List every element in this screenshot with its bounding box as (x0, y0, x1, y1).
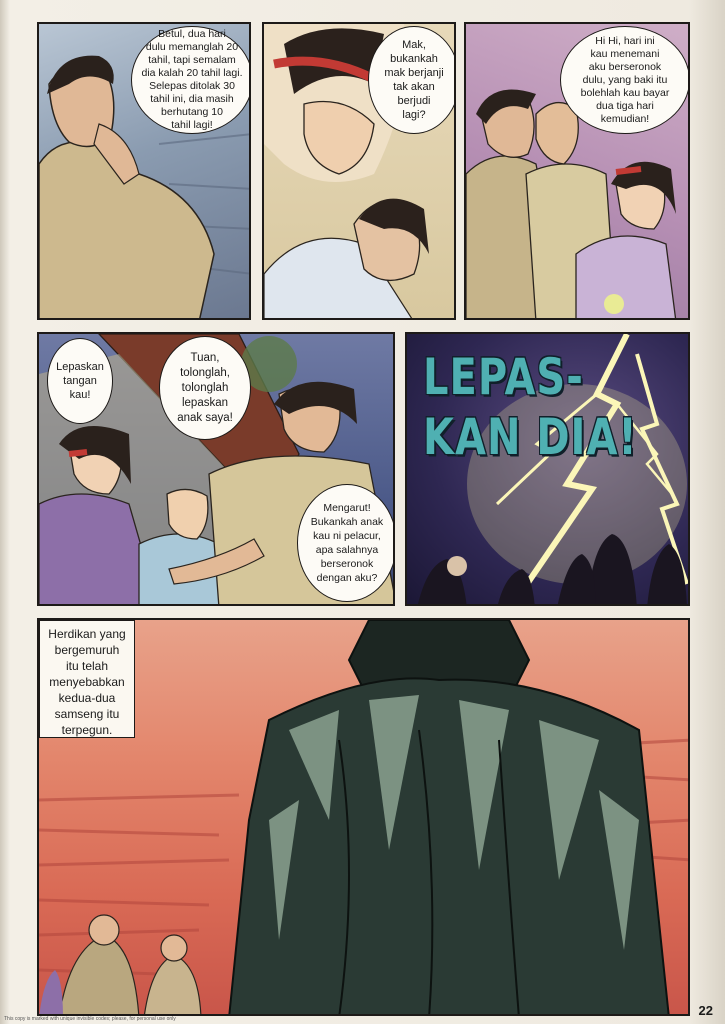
speech-bubble: Mengarut! Bukankah anak kau ni pelacur, apa salahnya berseronok dengan aku? (297, 484, 395, 602)
speech-bubble: Lepaskan tangan kau! (47, 338, 113, 424)
footer-notice: This copy is marked with unique invisible codes; please, for personal use only (4, 1016, 176, 1022)
panel-1 (37, 22, 251, 320)
page-number: 22 (698, 1003, 713, 1018)
narration-caption: Herdikan yang bergemuruh itu telah menyebabkan kedua-dua samseng itu terpegun. (39, 620, 135, 738)
panel-4 (37, 332, 395, 606)
panel-3 (464, 22, 690, 320)
panel-2 (262, 22, 456, 320)
panel-6 (37, 618, 690, 1016)
speech-bubble: Hi Hi, hari ini kau menemani aku berseronok dulu, yang baki itu bolehlah kau bayar dua tiga hari kemudian! (560, 26, 690, 134)
panel-5 (405, 332, 690, 606)
panel-6-art (39, 620, 690, 1016)
sfx-text: LEPAS- (423, 348, 584, 407)
speech-bubble: Betul, dua hari dulu memanglah 20 tahil, tapi semalam dia kalah 20 tahil lagi. Selepas ditolak 30 tahil ini, dia masih berhutang 10 tahil lagi! (131, 26, 251, 134)
speech-bubble: Mak, bukankah mak berjanji tak akan berjudi lagi? (368, 26, 456, 134)
speech-bubble: Tuan, tolonglah, tolonglah lepaskan anak saya! (159, 336, 251, 440)
sfx-text: KAN DIA! (423, 408, 638, 467)
